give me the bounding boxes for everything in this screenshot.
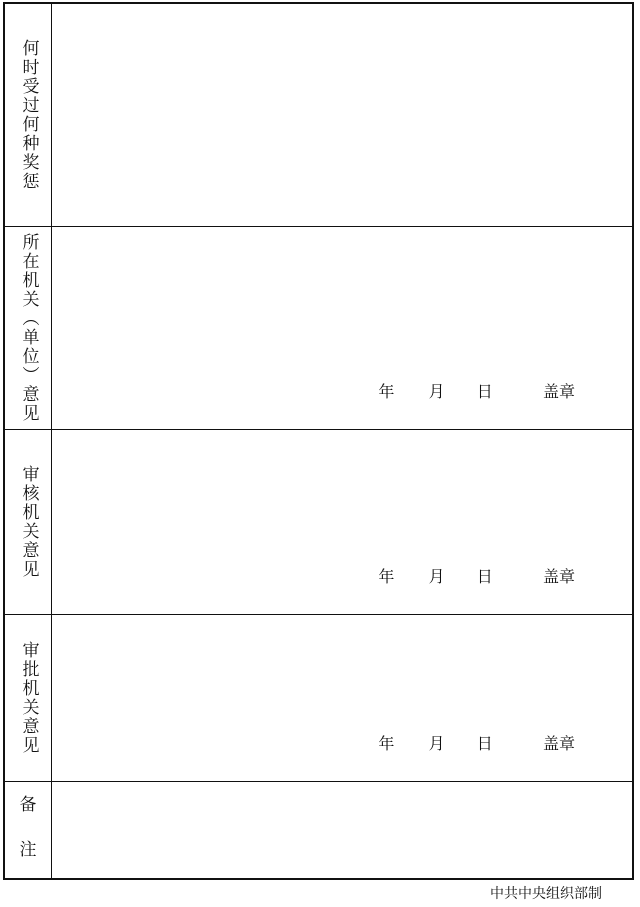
rewards-punishments-label-cell — [5, 4, 52, 226]
unit-opinion-signature — [378, 379, 575, 402]
remarks-label-cell — [5, 782, 52, 878]
year-label: 年 — [378, 567, 395, 586]
month-label: 月 — [428, 382, 445, 401]
review-opinion-signature — [378, 564, 575, 587]
review-opinion-label: 审核机关意见 — [18, 465, 39, 579]
approval-opinion-field[interactable] — [52, 615, 632, 781]
rewards-punishments-field[interactable] — [52, 4, 632, 226]
unit-opinion-label: 所在机关︵单位︶意见 — [18, 233, 39, 423]
remarks-field[interactable] — [52, 782, 632, 878]
seal-label: 盖章 — [542, 567, 575, 586]
day-label: 日 — [476, 382, 493, 401]
review-opinion-label-cell — [5, 430, 52, 614]
remarks-label-bottom: 注 — [19, 840, 37, 860]
unit-opinion-row — [5, 227, 632, 430]
review-opinion-field[interactable] — [52, 430, 632, 614]
seal-label: 盖章 — [542, 734, 575, 753]
rewards-punishments-row — [5, 4, 632, 227]
review-opinion-row — [5, 430, 632, 615]
approval-opinion-label: 审批机关意见 — [18, 641, 39, 755]
remarks-row — [5, 782, 632, 878]
approval-opinion-row — [5, 615, 632, 782]
year-label: 年 — [378, 734, 395, 753]
day-label: 日 — [476, 734, 493, 753]
day-label: 日 — [476, 567, 493, 586]
unit-opinion-field[interactable] — [52, 227, 632, 429]
remarks-label-top: 备 — [19, 795, 37, 815]
remarks-label — [20, 797, 37, 863]
seal-label: 盖章 — [542, 382, 575, 401]
month-label: 月 — [428, 734, 445, 753]
approval-form-table — [3, 2, 634, 880]
issuer-footer: 中共中央组织部制 — [490, 886, 602, 902]
month-label: 月 — [428, 567, 445, 586]
approval-opinion-signature — [378, 731, 575, 754]
unit-opinion-label-cell — [5, 227, 52, 429]
rewards-punishments-label: 何时受过何种奖惩 — [18, 39, 39, 191]
approval-opinion-label-cell — [5, 615, 52, 781]
year-label: 年 — [378, 382, 395, 401]
